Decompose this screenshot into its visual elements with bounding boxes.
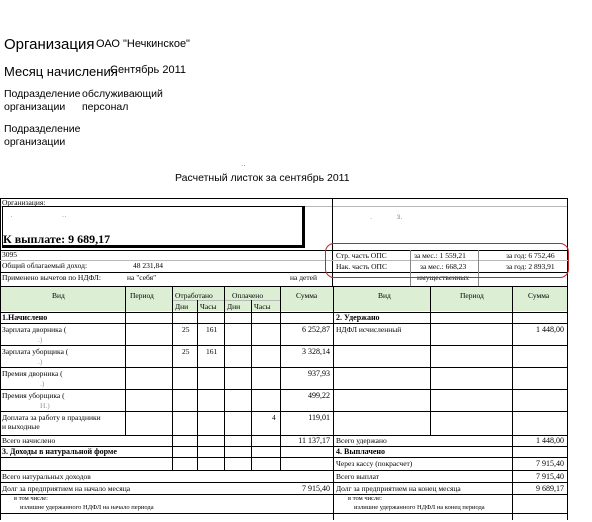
- row-line: [0, 494, 568, 495]
- row4-vid2: Н.): [40, 401, 50, 410]
- col-worked: Отработано: [175, 291, 213, 300]
- row5-vid: Доплата за работу в праздники: [2, 413, 101, 422]
- row4-sum: 499,22: [308, 391, 330, 400]
- department-label-line1: Подразделение: [4, 88, 81, 100]
- section-paid-out: 4. Выплачено: [336, 447, 386, 456]
- debt-start-label: Долг за предприятием на начало месяца: [2, 484, 131, 493]
- ndfl-label: НДФЛ исчисленный: [336, 325, 402, 334]
- organization-name: ОАО "Нечкинское": [96, 38, 190, 50]
- cashbox-label: Через кассу (покрасчет): [336, 459, 413, 468]
- scan-speck: ..: [241, 159, 246, 168]
- row-line: [0, 513, 568, 514]
- left-border: [0, 198, 1, 520]
- deductions-self: на "себя": [127, 273, 157, 282]
- ops-insurance-month: за мес.: 1 559,21: [414, 251, 466, 260]
- incl-detail-left: излишне удержанного НДФЛ на начало периода: [20, 504, 154, 511]
- incl-label-left: в том числе:: [14, 495, 48, 502]
- ops-funded-label: Нак. часть ОПС: [336, 262, 387, 271]
- row2-sum: 3 328,14: [302, 347, 330, 356]
- id-code: 3095: [2, 250, 17, 259]
- col-line: [333, 286, 334, 520]
- accrued-total-sum: 11 137,17: [298, 436, 330, 445]
- col-paid: Оплачено: [232, 291, 264, 300]
- row2-hours: 161: [206, 347, 218, 356]
- section-natural-income: 3. Доходы в натуральной форме: [2, 447, 117, 456]
- department-label: [4, 88, 81, 114]
- col-worked-hours: Часы: [200, 302, 217, 311]
- ops-insurance-label: Стр. часть ОПС: [336, 251, 387, 260]
- col-paid-days: Дни: [227, 302, 241, 311]
- header-subline: [172, 300, 280, 301]
- accrued-total-label: Всего начислено: [2, 436, 56, 445]
- highlight-oval: [325, 243, 569, 278]
- row1-sum: 6 252,87: [302, 325, 330, 334]
- col-period: Период: [130, 291, 154, 300]
- row-line: [0, 470, 568, 471]
- sheet-title: Расчетный листок за сентябрь 2011: [175, 172, 350, 184]
- row-line: [0, 345, 568, 346]
- ops-funded-month: за мес.: 668,23: [420, 262, 467, 271]
- row1-vid2: .): [38, 335, 43, 344]
- department2-label-line2: организации: [4, 136, 66, 148]
- ndfl-sum: 1 448,00: [536, 325, 564, 334]
- withheld-total-sum: 1 448,00: [536, 436, 564, 445]
- col-line: [125, 286, 126, 436]
- row2-vid2: .): [38, 357, 43, 366]
- taxable-income-value: 48 231,84: [133, 261, 163, 270]
- col-line: [251, 300, 252, 470]
- deductions-label: Применено вычетов по НДФЛ:: [2, 273, 101, 282]
- month-label: Месяц начисления: [4, 64, 118, 79]
- incl-label-right: в том числе:: [348, 495, 382, 502]
- organization-field-label: Организация:: [2, 198, 46, 207]
- cashbox-sum: 7 915,40: [536, 459, 564, 468]
- row1-vid: Зарплата дворника (: [2, 325, 67, 334]
- organization-label: Организация: [4, 36, 95, 53]
- col-line: [172, 286, 173, 470]
- row-line: [0, 367, 568, 368]
- section-accrued: 1.Начислено: [2, 313, 48, 322]
- department-value: [82, 88, 163, 114]
- paid-total-sum: 7 915,40: [536, 472, 564, 481]
- department-label-line2: организации: [4, 101, 66, 113]
- col-line: [197, 300, 198, 470]
- col-line: [430, 286, 431, 436]
- row2-vid: Зарплата уборщика (: [2, 347, 69, 356]
- ops-funded-year: за год: 2 893,91: [506, 262, 555, 271]
- incl-detail-right: излишне удержанного НДФЛ на конец периода: [354, 504, 485, 511]
- col-sum: Сумма: [296, 291, 318, 300]
- ops-insurance-year: за год: 6 752,46: [506, 251, 555, 260]
- col-line: [512, 286, 513, 520]
- row1-days: 25: [182, 325, 190, 334]
- debt-end-sum: 9 689,17: [536, 484, 564, 493]
- debt-end-label: Долг за предприятием на конец месяца: [336, 484, 461, 493]
- col-vid: Вид: [52, 291, 65, 300]
- row-line: [0, 411, 568, 412]
- col-paid-hours: Часы: [254, 302, 271, 311]
- department2-label: [4, 123, 81, 149]
- col-worked-days: Дни: [175, 302, 189, 311]
- deductions-property: имущественных: [417, 273, 470, 282]
- col-line: [224, 286, 225, 470]
- department-value-line1: обслуживающий: [82, 88, 163, 100]
- natural-total-label: Всего натуральных доходов: [2, 472, 91, 481]
- row-line: [0, 323, 568, 324]
- table-header-bottom: [0, 312, 568, 313]
- pay-amount-label: К выплате: 9 689,17: [3, 232, 111, 246]
- department-value-line2: персонал: [82, 101, 129, 113]
- redacted-name-dots: · ··: [10, 212, 67, 221]
- row3-sum: 937,93: [308, 369, 330, 378]
- col-line: [280, 286, 281, 470]
- row-line: [0, 482, 568, 483]
- sheet-top-border: [0, 198, 568, 199]
- paid-total-label: Всего выплат: [336, 472, 380, 481]
- month-value: Сентябрь 2011: [110, 64, 186, 76]
- row1-hours: 161: [206, 325, 218, 334]
- col-vid-right: Вид: [378, 291, 391, 300]
- department2-label-line1: Подразделение: [4, 123, 81, 135]
- row4-vid: Премия уборщика (: [2, 391, 65, 400]
- row-line: [0, 457, 568, 458]
- row3-vid: Премия дворника (: [2, 369, 63, 378]
- col-period-right: Период: [460, 291, 484, 300]
- debt-start-sum: 7 915,40: [302, 484, 330, 493]
- withheld-total-label: Всего удержано: [336, 436, 387, 445]
- row2-days: 25: [182, 347, 190, 356]
- row3-vid2: .): [40, 379, 45, 388]
- deductions-children: на детей: [290, 273, 317, 282]
- section-withheld: 2. Удержано: [336, 313, 380, 322]
- redacted-dots-right: . з.: [370, 212, 403, 221]
- taxable-income-label: Общий облагаемый доход:: [2, 261, 88, 270]
- col-sum-right: Сумма: [528, 291, 550, 300]
- row5-sum: 119,01: [308, 413, 330, 422]
- row-line: [0, 389, 568, 390]
- row5-paid-days: 4: [272, 413, 276, 422]
- row5-vid2: и выходные: [2, 422, 40, 431]
